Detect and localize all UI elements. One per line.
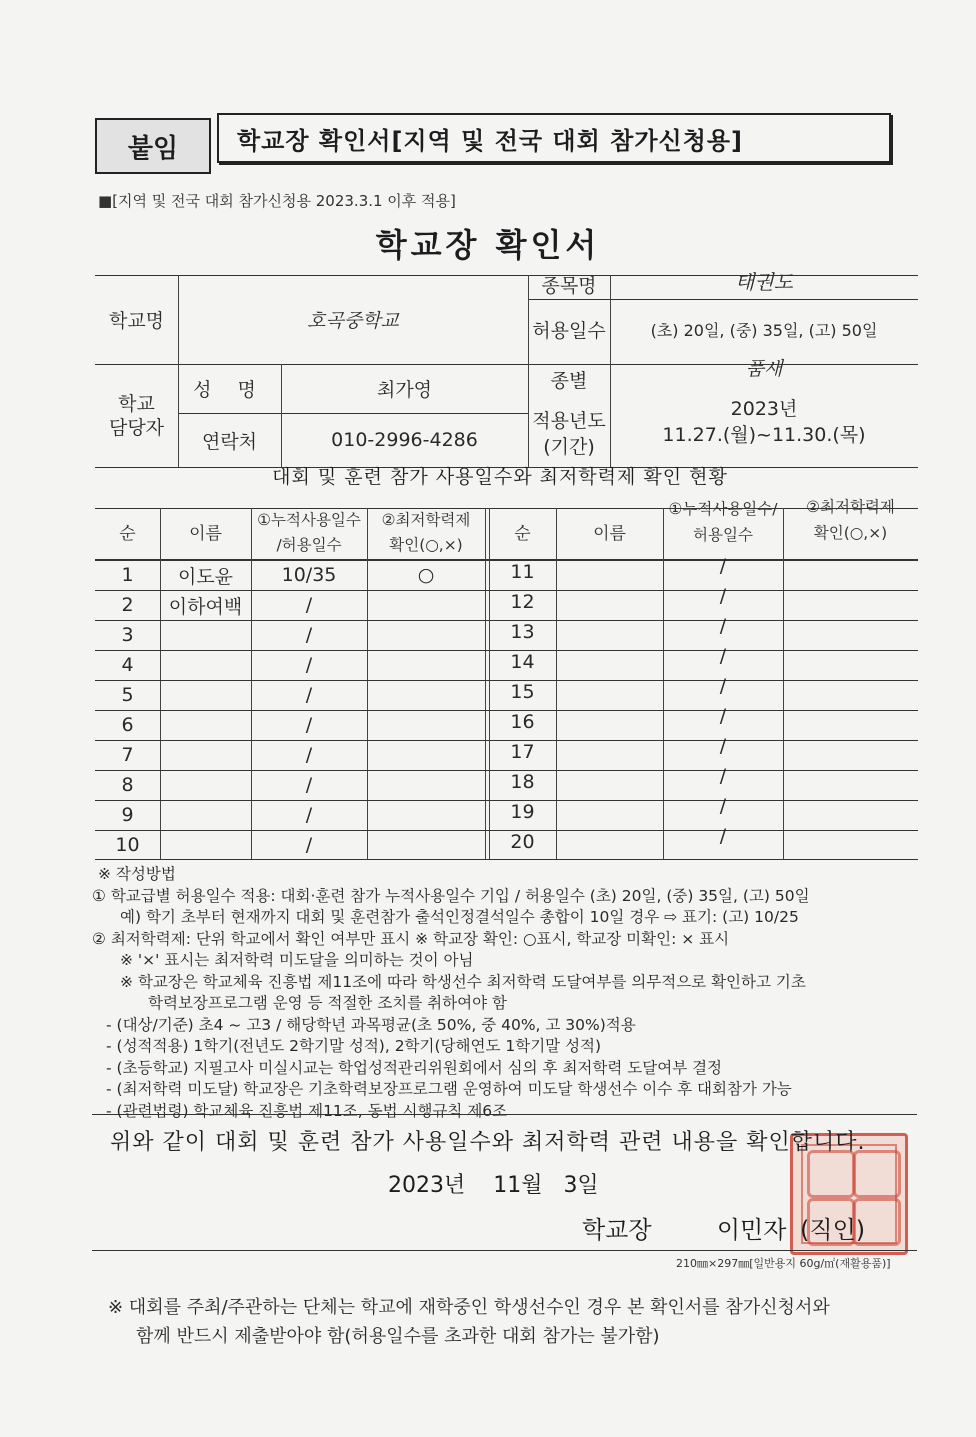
- submission-note-line1: ※ 대회를 주최/주관하는 단체는 학교에 재학중인 학생선수인 경우 본 확인서를 참가신청서와: [108, 1297, 830, 1318]
- student-name: 이하여백: [168, 595, 243, 618]
- student-name: [556, 707, 663, 737]
- academic-check-mark: [367, 590, 485, 620]
- col-header-no-right: 순: [514, 523, 531, 544]
- event-value: 태권도: [735, 269, 793, 294]
- row-number: 19: [510, 801, 535, 823]
- used-allowed-days: /: [719, 615, 727, 637]
- used-allowed-days: /: [305, 684, 313, 706]
- row-number: 14: [510, 651, 535, 673]
- manager-label-line2: 담당자: [108, 416, 165, 439]
- signature-line: [582, 1210, 865, 1245]
- used-allowed-days: /: [305, 804, 313, 826]
- row-number: 8: [121, 774, 134, 796]
- used-allowed-days: /: [305, 744, 313, 766]
- seal-mark: (직인): [800, 1216, 866, 1244]
- academic-check-mark: [367, 740, 485, 770]
- academic-check-mark: [783, 797, 918, 827]
- student-name: [160, 710, 251, 740]
- used-allowed-days: /: [305, 624, 313, 646]
- used-allowed-days: 10/35: [281, 564, 337, 586]
- col-header-check-line1: ②최저학력제: [381, 511, 471, 529]
- student-name: [556, 587, 663, 617]
- row-number: 11: [510, 561, 535, 583]
- academic-check-mark: [367, 650, 485, 680]
- academic-check-mark: [367, 710, 485, 740]
- academic-check-mark: [367, 800, 485, 830]
- category-label: 종별: [550, 369, 588, 392]
- note-line: ※ '×' 표시는 최저학력 미도달을 의미하는 것이 아님: [120, 951, 474, 969]
- note-line: - (대상/기준) 초4 ~ 고3 / 해당학년 과목평균(초 50%, 중 40%, 고 30%)적용: [106, 1015, 636, 1034]
- person-name-label: 성 명: [193, 379, 266, 401]
- row-number: 15: [510, 681, 535, 703]
- section-title: 대회 및 훈련 참가 사용일수와 최저학력제 확인 현황: [272, 466, 728, 488]
- student-name: [160, 800, 251, 830]
- used-allowed-days: /: [305, 774, 313, 796]
- academic-check-mark: [783, 707, 918, 737]
- document-title: 학교장 확인서: [375, 226, 601, 264]
- student-name: [556, 827, 663, 857]
- row-number: 2: [121, 594, 134, 616]
- person-name-value: 최가영: [376, 379, 433, 401]
- student-name: [160, 620, 251, 650]
- row-number: 7: [121, 744, 134, 766]
- paper-spec: 210㎜×297㎜[일반용지 60g/㎡(재활용품)]: [676, 1257, 891, 1270]
- student-name: [160, 830, 251, 860]
- row-number: 12: [510, 591, 535, 613]
- manager-label-line1: 학교: [118, 392, 155, 415]
- row-number: 3: [121, 624, 134, 646]
- row-number: 4: [121, 654, 134, 676]
- event-label: 종목명: [541, 275, 597, 297]
- col-header-check-right-line1: ②최저학력제: [806, 498, 895, 516]
- note-line: 학력보장프로그램 운영 등 적절한 조치를 취하여야 함: [148, 994, 507, 1012]
- note-line: ※ 학교장은 학교체육 진흥법 제11조에 따라 학생선수 최저학력 도달여부를 의무적으로 확인하고 기초: [120, 972, 806, 991]
- academic-check-mark: ○: [417, 564, 435, 586]
- used-allowed-days: /: [719, 705, 727, 727]
- period-value: 11.27.(월)~11.30.(목): [662, 423, 866, 446]
- used-allowed-days: /: [719, 585, 727, 607]
- school-name-label: 학교명: [108, 310, 165, 332]
- used-allowed-days: /: [305, 594, 313, 616]
- row-number: 9: [121, 804, 134, 826]
- submission-note: [108, 1293, 830, 1351]
- academic-check-mark: [783, 827, 918, 857]
- writing-instructions: [92, 864, 932, 1122]
- notes-heading: ※ 작성방법: [98, 865, 176, 883]
- student-name: [556, 557, 663, 587]
- student-name: [556, 617, 663, 647]
- row-number: 5: [121, 684, 134, 706]
- used-allowed-days: /: [719, 825, 727, 847]
- student-name: [160, 770, 251, 800]
- student-name: [160, 680, 251, 710]
- student-name: [556, 647, 663, 677]
- allowed-days-value: (초) 20일, (중) 35일, (고) 50일: [650, 321, 878, 340]
- signer-name: 이민자: [716, 1216, 787, 1244]
- school-name-value: 호곡중학교: [307, 310, 399, 332]
- applicability-note: ■[지역 및 전국 대회 참가신청용 2023.3.1 이후 적용]: [98, 192, 456, 210]
- submission-note-line2: 함께 반드시 제출받아야 함(허용일수를 초과한 대회 참가는 불가함): [136, 1326, 660, 1347]
- col-header-days-line2: /허용일수: [276, 536, 342, 554]
- col-header-days-right-line2: 허용일수: [693, 526, 753, 544]
- academic-check-mark: [783, 587, 918, 617]
- note-line: ① 학교급별 허용일수 적용: 대회·훈련 참가 누적사용일수 기입 / 허용일수 (초) 20일, (중) 35일, (고) 50일: [92, 886, 810, 905]
- col-header-name: 이름: [189, 523, 222, 544]
- student-name: [556, 767, 663, 797]
- note-line: - (성적적용) 1학기(전년도 2학기말 성적), 2학기(당해연도 1학기말 성적): [106, 1037, 602, 1055]
- col-header-check-line2: 확인(○,×): [389, 536, 463, 554]
- used-allowed-days: /: [305, 834, 313, 856]
- academic-check-mark: [783, 647, 918, 677]
- row-number: 20: [510, 831, 535, 853]
- academic-check-mark: [367, 770, 485, 800]
- used-allowed-days: /: [719, 675, 727, 697]
- used-allowed-days: /: [719, 765, 727, 787]
- contact-label: 연락처: [201, 430, 258, 453]
- academic-check-mark: [367, 620, 485, 650]
- academic-check-mark: [783, 737, 918, 767]
- issue-date: 2023년 11월 3일: [388, 1173, 599, 1198]
- used-allowed-days: /: [719, 735, 727, 757]
- used-allowed-days: /: [719, 555, 727, 577]
- row-number: 17: [510, 741, 535, 763]
- student-name: 이도윤: [177, 565, 234, 588]
- note-line: - (최저학력 미도달) 학교장은 기초학력보장프로그램 운영하여 미도달 학생선수 이수 후 대회참가 가능: [106, 1080, 792, 1098]
- col-header-days-line1: ①누적사용일수: [257, 511, 361, 529]
- year-label-line1: 적용년도: [532, 409, 606, 432]
- row-number: 13: [510, 621, 535, 643]
- student-name: [556, 737, 663, 767]
- col-header-no: 순: [119, 523, 136, 544]
- academic-check-mark: [783, 767, 918, 797]
- note-line: ② 최저학력제: 단위 학교에서 확인 여부만 표시 ※ 학교장 확인: ○표시, 학교장 미확인: × 표시: [92, 929, 730, 948]
- academic-check-mark: [367, 830, 485, 860]
- contact-value: 010-2996-4286: [331, 429, 478, 451]
- note-line: - (초등학교) 지필고사 미실시교는 학업성적관리위원회에서 심의 후 최저학력 도달여부 결정: [106, 1058, 723, 1077]
- allowed-days-label: 허용일수: [532, 320, 606, 342]
- confirmation-statement: 위와 같이 대회 및 훈련 참가 사용일수와 최저학력 관련 내용을 확인합니다.: [110, 1130, 866, 1155]
- attachment-label: 붙임: [95, 118, 211, 174]
- row-number: 16: [510, 711, 535, 733]
- col-header-check-right-line2: 확인(○,×): [813, 524, 888, 542]
- row-number: 18: [510, 771, 535, 793]
- year-label-line2: (기간): [543, 435, 595, 458]
- row-number: 1: [121, 564, 134, 586]
- col-header-days-right-line1: ①누적사용일수/: [668, 500, 778, 518]
- student-name: [556, 797, 663, 827]
- used-allowed-days: /: [719, 645, 727, 667]
- academic-check-mark: [783, 617, 918, 647]
- student-name: [160, 740, 251, 770]
- used-allowed-days: /: [719, 795, 727, 817]
- student-name: [556, 677, 663, 707]
- row-number: 6: [121, 714, 134, 736]
- note-line: - (관련법령) 학교체육 진흥법 제11조, 동법 시행규칙 제6조: [106, 1101, 508, 1120]
- academic-check-mark: [783, 677, 918, 707]
- category-value: 품새: [745, 357, 783, 380]
- student-name: [160, 650, 251, 680]
- form-title-box: 학교장 확인서[지역 및 전국 대회 참가신청용]: [217, 113, 891, 163]
- academic-check-mark: [783, 557, 918, 587]
- row-number: 10: [115, 834, 140, 856]
- academic-check-mark: [367, 680, 485, 710]
- col-header-name-right: 이름: [593, 523, 626, 544]
- used-allowed-days: /: [305, 654, 313, 676]
- year-value: 2023년: [730, 397, 798, 420]
- used-allowed-days: /: [305, 714, 313, 736]
- signer-title: 학교장: [582, 1216, 652, 1244]
- note-line: 예) 학기 초부터 현재까지 대회 및 훈련참가 출석인정결석일수 총합이 10일 경우 ⇨ 표기: (고) 10/25: [120, 908, 799, 926]
